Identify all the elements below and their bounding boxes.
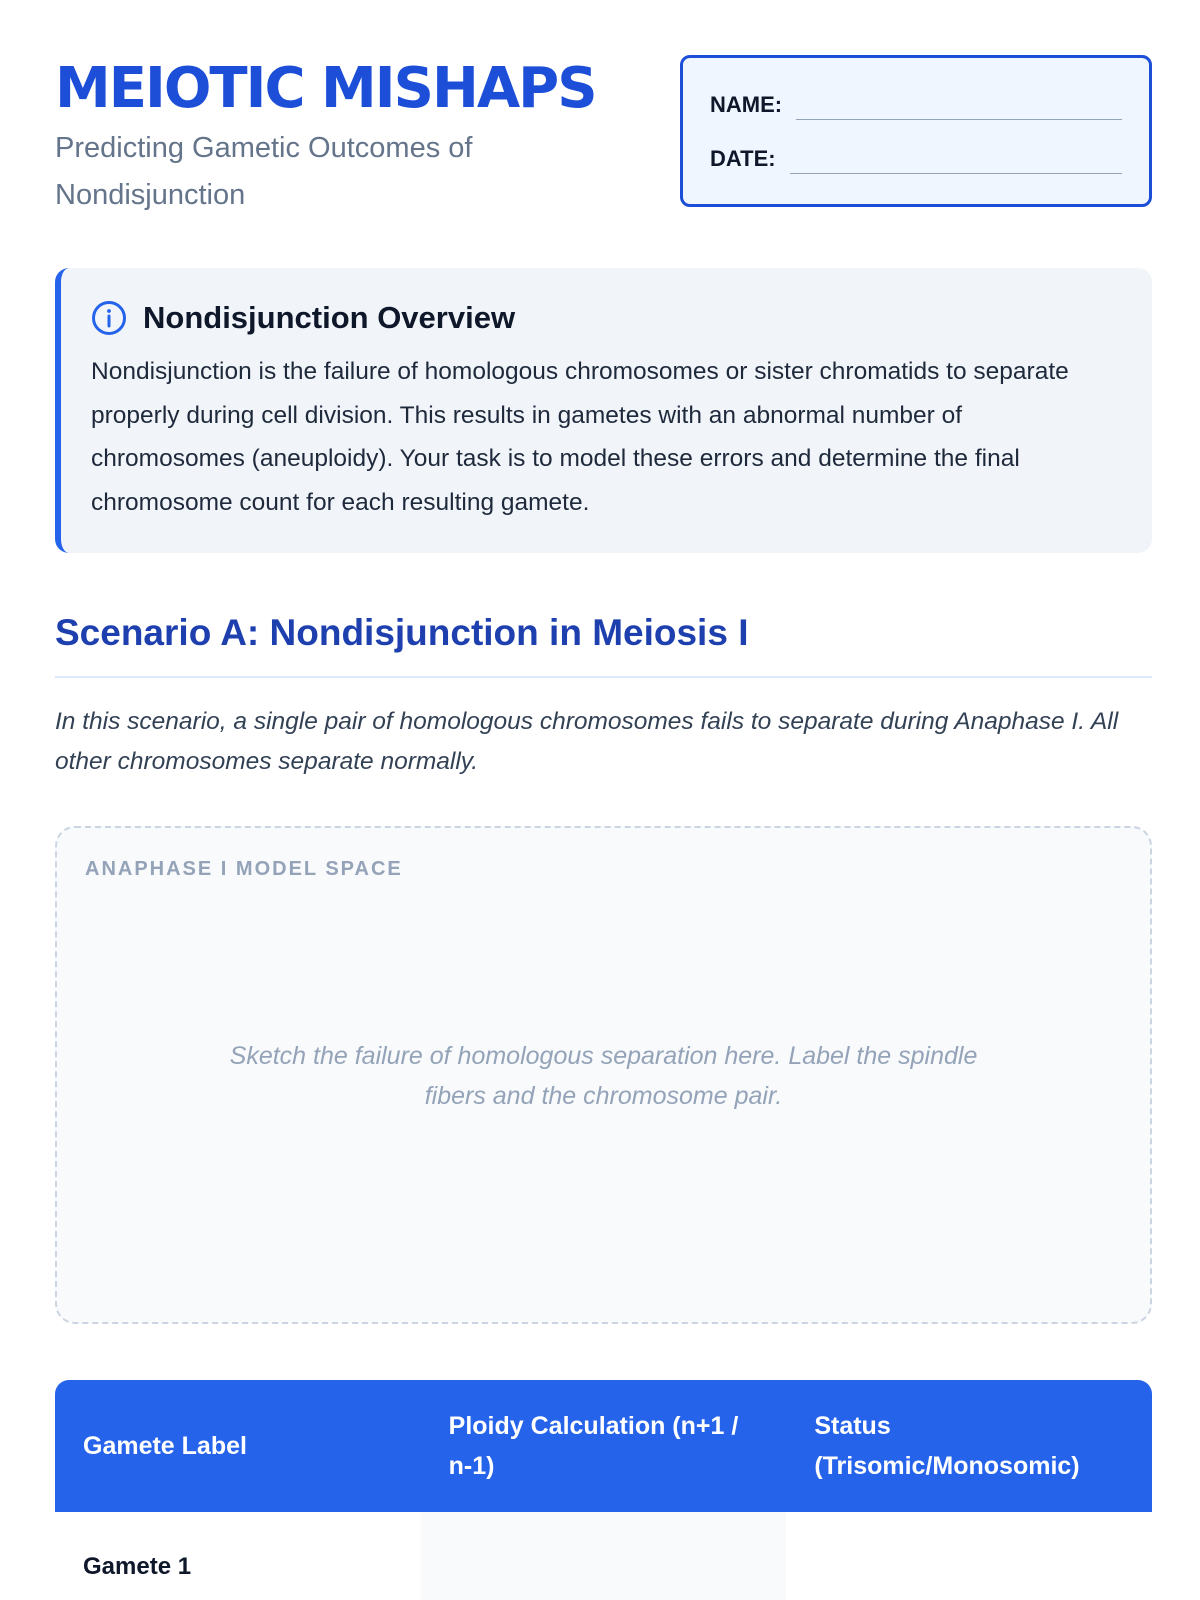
info-icon (91, 300, 127, 336)
name-row (710, 90, 1122, 120)
table-header-row (55, 1380, 1152, 1512)
name-label: NAME: (710, 92, 783, 117)
anaphase-model-space[interactable] (55, 826, 1152, 1324)
name-date-box (680, 55, 1152, 207)
date-field[interactable] (790, 144, 1122, 174)
page-subtitle: Predicting Gametic Outcomes of Nondisjunction (55, 132, 473, 211)
header (55, 55, 1152, 210)
page-title: MEIOTIC MISHAPS (55, 56, 596, 121)
header-gamete-label: Gamete Label (83, 1432, 247, 1460)
overview-title: Nondisjunction Overview (143, 300, 516, 335)
status-cell[interactable] (786, 1512, 1152, 1600)
header-ploidy: Ploidy Calculation (n+1 / n-1) (448, 1412, 739, 1480)
name-field[interactable] (796, 90, 1122, 120)
table-row (55, 1512, 1152, 1600)
overview-body: Nondisjunction is the failure of homologous chromosomes or sister chromatids to separate properly during cell division. This results in gametes with an abnormal number of chromosomes (aneuploidy). Your task is to model these errors and determine the final chromosome count for each resulting gamete. (91, 358, 1069, 516)
model-space-label: ANAPHASE I MODEL SPACE (85, 858, 403, 880)
overview-header (91, 296, 1122, 340)
overview-callout (55, 268, 1152, 553)
scenario-description: In this scenario, a single pair of homologous chromosomes fails to separate during Anaphase I. All other chromosomes separate normally. (55, 708, 1119, 775)
date-label: DATE: (710, 146, 776, 171)
date-row (710, 144, 1122, 174)
header-status: Status (Trisomic/Monosomic) (814, 1412, 1080, 1480)
gamete-label-cell: Gamete 1 (83, 1553, 192, 1580)
scenario-title: Scenario A: Nondisjunction in Meiosis I (55, 608, 1152, 678)
gamete-table (55, 1380, 1152, 1600)
model-space-hint: Sketch the failure of homologous separation here. Label the spindle fibers and the chromosome pair. (229, 1042, 978, 1110)
ploidy-cell[interactable] (421, 1512, 787, 1600)
